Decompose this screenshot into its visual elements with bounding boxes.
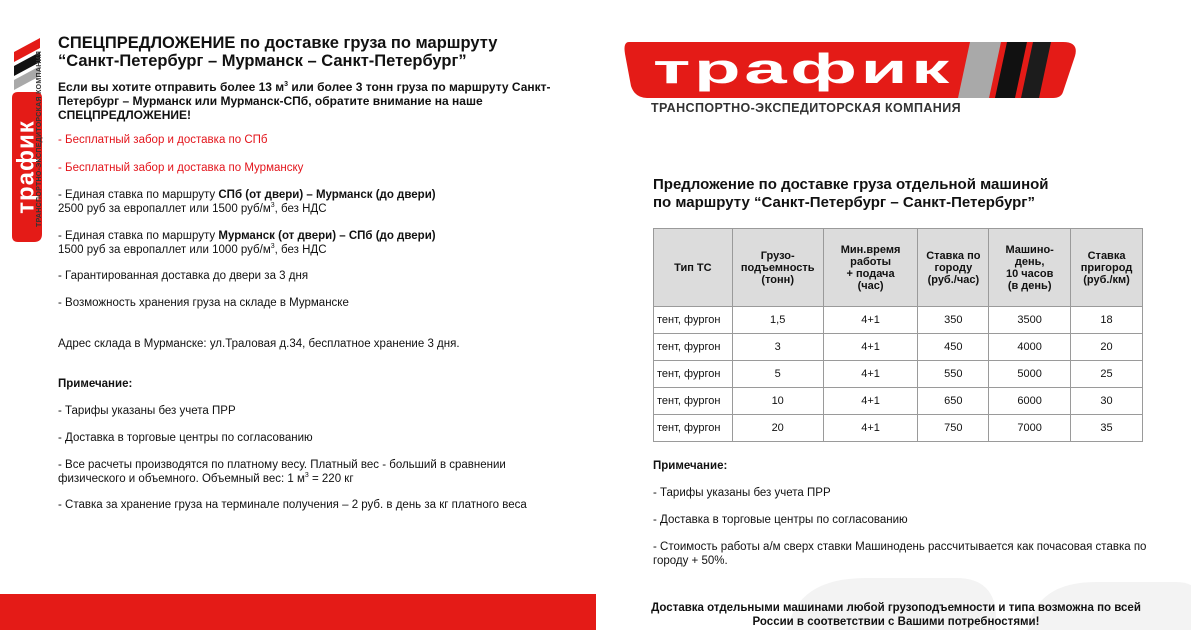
- rate-spb-murmansk: [58, 188, 578, 216]
- bullet-pickup-murmansk: - Бесплатный забор и доставка по Мурманску: [58, 162, 304, 174]
- rate1-prefix: - Единая ставка по маршруту: [58, 189, 219, 201]
- vertical-tagline: [36, 34, 48, 244]
- table-cell: 550: [918, 361, 989, 388]
- logo-wordmark: трафик: [653, 45, 953, 92]
- bullet-storage: - Возможность хранения груза на складе в Мурманске: [58, 297, 349, 309]
- rate2-prefix: - Единая ставка по маршруту: [58, 230, 219, 242]
- table-cell: 30: [1071, 388, 1143, 415]
- table-cell: 1,5: [732, 307, 823, 334]
- vehicle-type-cell: тент, фургон: [654, 307, 733, 334]
- table-cell: 4000: [989, 334, 1071, 361]
- table-cell: 4+1: [823, 415, 918, 442]
- table-row: [654, 361, 1143, 388]
- bullet-guaranteed-delivery: - Гарантированная доставка до двери за 3 дня: [58, 270, 309, 282]
- right-note-machine-day: - Стоимость работы а/м сверх ставки Машинодень рассчитывается как почасовая ставка по городу + 50%.: [653, 541, 1147, 567]
- offer-title: [653, 176, 1173, 212]
- rates-table: [653, 228, 1143, 442]
- logo-tagline: ТРАНСПОРТНО-ЭКСПЕДИТОРСКАЯ КОМПАНИЯ: [651, 101, 961, 115]
- table-cell: 25: [1071, 361, 1143, 388]
- table-header-cell: Грузо- подъемность (тонн): [732, 229, 823, 307]
- bullet-pickup-spb: - Бесплатный забор и доставка по СПб: [58, 134, 268, 146]
- vehicle-type-cell: тент, фургон: [654, 388, 733, 415]
- table-cell: 3: [732, 334, 823, 361]
- table-cell: 4+1: [823, 361, 918, 388]
- special-offer-title-line2: “Санкт-Петербург – Мурманск – Санкт-Петербург”: [58, 52, 467, 70]
- table-cell: 350: [918, 307, 989, 334]
- special-offer-title: [58, 34, 578, 70]
- vehicle-type-cell: тент, фургон: [654, 334, 733, 361]
- table-cell: 4+1: [823, 388, 918, 415]
- table-cell: 6000: [989, 388, 1071, 415]
- rate2-route: Мурманск (от двери) – СПб (до двери): [218, 230, 436, 242]
- logo-wordmark: трафик: [12, 120, 40, 214]
- right-note-heading: Примечание:: [653, 460, 728, 472]
- vehicle-type-cell: тент, фургон: [654, 361, 733, 388]
- table-row: [654, 334, 1143, 361]
- vehicle-type-cell: тент, фургон: [654, 415, 733, 442]
- table-cell: 3500: [989, 307, 1071, 334]
- left-note-storage-fee: - Ставка за хранение груза на терминале получения – 2 руб. в день за кг платного веса: [58, 499, 527, 511]
- rate2-superscript: 3: [270, 243, 275, 251]
- rate2-detail: 1500 руб за европаллет или 1000 руб/м: [58, 244, 271, 256]
- rate-murmansk-spb: [58, 229, 578, 257]
- table-cell: 10: [732, 388, 823, 415]
- table-header-cell: Тип ТС: [654, 229, 733, 307]
- table-cell: 35: [1071, 415, 1143, 442]
- lead-superscript: 3: [284, 81, 289, 88]
- left-note-heading: Примечание:: [58, 378, 133, 390]
- right-page: [596, 0, 1191, 630]
- table-header-cell: Ставка по городу (руб./час): [918, 229, 989, 307]
- right-note-malls: - Доставка в торговые центры по согласованию: [653, 514, 908, 526]
- table-cell: 20: [1071, 334, 1143, 361]
- table-row: [654, 415, 1143, 442]
- special-offer-title-line1: СПЕЦПРЕДЛОЖЕНИЕ по доставке груза по маршруту: [58, 34, 498, 52]
- offer-title-line1: Предложение по доставке груза отдельной машиной: [653, 176, 1049, 193]
- warehouse-address: Адрес склада в Мурманске: ул.Траловая д.34, бесплатное хранение 3 дня.: [58, 338, 460, 350]
- lead-text-part2: или более 3 тонн груза по маршруту Санкт-Петербург – Мурманск или Мурманск-СПб, обратите внимание на наше СПЕЦПРЕДЛОЖЕНИЕ!: [58, 80, 551, 122]
- table-cell: 20: [732, 415, 823, 442]
- note-weight-text: - Все расчеты производятся по платному весу. Платный вес - больший в сравнении физического и объемного. Объемный вес: 1 м: [58, 459, 506, 485]
- table-cell: 5: [732, 361, 823, 388]
- table-cell: 4+1: [823, 334, 918, 361]
- rate1-route: СПб (от двери) – Мурманск (до двери): [218, 189, 436, 201]
- lead-text-part1: Если вы хотите отправить более 13 м: [58, 80, 285, 94]
- rate2-tail: , без НДС: [274, 244, 327, 256]
- left-note-malls: - Доставка в торговые центры по согласованию: [58, 432, 313, 444]
- table-row: [654, 307, 1143, 334]
- table-header-cell: Мин.время работы + подача (час): [823, 229, 918, 307]
- table-header-cell: Ставка пригород (руб./км): [1071, 229, 1143, 307]
- left-note-weight: [58, 458, 538, 486]
- rate1-superscript: 3: [270, 202, 275, 210]
- bottom-red-bar: [0, 594, 596, 630]
- offer-title-line2: по маршруту “Санкт-Петербург – Санкт-Петербург”: [653, 194, 1036, 211]
- table-cell: 650: [918, 388, 989, 415]
- right-note-tariffs: - Тарифы указаны без учета ПРР: [653, 487, 831, 499]
- table-row: [654, 388, 1143, 415]
- footer-note: Доставка отдельными машинами любой грузоподъемности и типа возможна по всей России в соответствии с Вашими потребностями!: [651, 602, 1141, 628]
- left-note-tariffs: - Тарифы указаны без учета ПРР: [58, 405, 236, 417]
- table-header-row: [654, 229, 1143, 307]
- note-weight-value: = 220 кг: [308, 473, 354, 485]
- table-cell: 7000: [989, 415, 1071, 442]
- rate1-tail: , без НДС: [274, 203, 327, 215]
- table-cell: 18: [1071, 307, 1143, 334]
- rates-table-body: [654, 307, 1143, 442]
- note-weight-superscript: 3: [304, 472, 309, 480]
- rate1-detail: 2500 руб за европаллет или 1500 руб/м: [58, 203, 271, 215]
- table-header-cell: Машино- день, 10 часов (в день): [989, 229, 1071, 307]
- lead-paragraph: [58, 80, 558, 122]
- vertical-tagline-text: ТРАНСПОРТНО-ЭКСПЕДИТОРСКАЯ КОМПАНИЯ: [36, 50, 43, 228]
- table-cell: 450: [918, 334, 989, 361]
- trafik-logo: [623, 36, 1083, 100]
- table-cell: 5000: [989, 361, 1071, 388]
- table-cell: 4+1: [823, 307, 918, 334]
- table-cell: 750: [918, 415, 989, 442]
